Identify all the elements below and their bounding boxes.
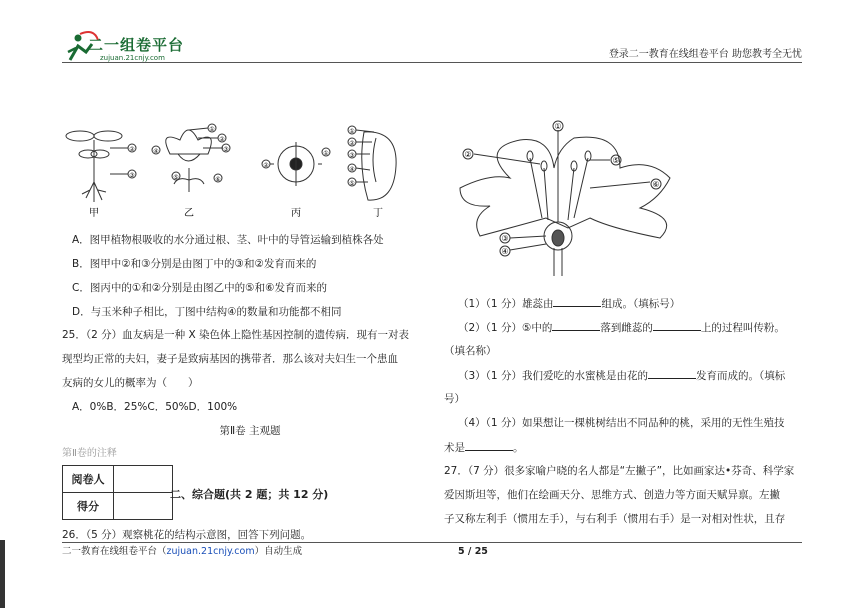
q26-sub-2-cont: （填名称） bbox=[444, 345, 497, 357]
flower-marker: ① bbox=[554, 122, 562, 131]
marker: ① bbox=[209, 126, 215, 133]
marker: ② bbox=[219, 136, 225, 143]
q26-sub-4: （4）（1 分）如果想让一棵桃树结出不同品种的桃，采用的无性生殖技 bbox=[458, 417, 785, 429]
q26-sub-3: （3）（1 分）我们爱吃的水蜜桃是由花的 发育而成的。（填标 bbox=[458, 370, 786, 382]
answer-blank[interactable] bbox=[465, 440, 513, 451]
marker: ⑤ bbox=[349, 180, 355, 187]
flower-marker: ② bbox=[464, 150, 472, 159]
score-cell[interactable] bbox=[114, 466, 173, 493]
figure-label: 丙 bbox=[291, 208, 301, 219]
q25-line-2: 现型均正常的夫妇，妻子是致病基因的携带者．那么该对夫妇生一个患血 bbox=[62, 353, 398, 365]
figure-ding bbox=[348, 126, 396, 200]
header-divider bbox=[62, 62, 802, 63]
score-label-score: 得分 bbox=[63, 493, 114, 520]
q26-sub-2: （2）（1 分）⑤中的 落到雌蕊的 上的过程叫传粉。 bbox=[458, 322, 785, 334]
footer-divider bbox=[62, 542, 802, 543]
plant-figures bbox=[58, 120, 398, 220]
q26-sub-3-cont: 号） bbox=[444, 393, 465, 405]
figure-label: 丁 bbox=[373, 208, 383, 219]
answer-blank[interactable] bbox=[552, 320, 600, 331]
peach-flower-figure bbox=[450, 118, 690, 278]
page-number: 5 / 25 bbox=[458, 546, 488, 557]
figure-label: 乙 bbox=[184, 208, 194, 219]
q25-options: A．0%B．25%C．50%D．100% bbox=[72, 401, 238, 413]
option-d: D．与玉米种子相比，丁图中结构④的数量和功能都不相同 bbox=[72, 306, 342, 318]
marker: ③ bbox=[349, 152, 355, 159]
logo-text: 二一组卷平台 bbox=[88, 36, 185, 54]
score-cell[interactable] bbox=[114, 493, 173, 520]
marker: ③ bbox=[223, 146, 229, 153]
marker: ② bbox=[263, 162, 269, 169]
q26-stem: 26．（5 分）观察桃花的结构示意图，回答下列问题。 bbox=[62, 529, 312, 541]
marker: ④ bbox=[349, 166, 355, 173]
marker: ⑥ bbox=[215, 176, 221, 183]
flower-marker: ⑤ bbox=[612, 156, 620, 165]
figure-jia bbox=[66, 131, 136, 202]
q27-line-1: 27．（7 分）很多家喻户晓的名人都是“左撇子”，比如画家达•芬奇、科学家 bbox=[444, 465, 795, 477]
figure-bing bbox=[262, 142, 330, 186]
section-heading: 二、综合题(共 2 题；共 12 分) bbox=[170, 488, 329, 501]
marker: ② bbox=[349, 140, 355, 147]
answer-blank[interactable] bbox=[553, 296, 601, 307]
logo-url: zujuan.21cnjy.com bbox=[100, 54, 165, 62]
score-table bbox=[62, 465, 173, 520]
footer-source: 二一教育在线组卷平台（zujuan.21cnjy.com）自动生成 bbox=[62, 546, 303, 557]
q26-sub-4-cont: 术是 。 bbox=[444, 442, 524, 454]
marker: ② bbox=[129, 146, 135, 153]
figure-label: 甲 bbox=[89, 208, 99, 219]
option-b: B．图甲中②和③分别是由图丁中的③和②发育而来的 bbox=[72, 258, 317, 270]
side-bar bbox=[0, 540, 5, 608]
marker: ① bbox=[323, 150, 329, 157]
marker: ③ bbox=[129, 172, 135, 179]
flower-marker: ③ bbox=[501, 234, 509, 243]
footer-link[interactable]: zujuan.21cnjy.com bbox=[166, 546, 255, 557]
section-title: 第Ⅱ卷 主观题 bbox=[219, 425, 281, 437]
q27-line-3: 子又称左利手（惯用左手），与右利手（惯用右手）是一对相对性状，且存 bbox=[444, 513, 786, 525]
flower-marker: ⑥ bbox=[652, 180, 660, 189]
header-slogan: 登录二一教育在线组卷平台 助您教考全无忧 bbox=[608, 49, 802, 60]
score-label-reviewer: 阅卷人 bbox=[63, 466, 114, 493]
answer-blank[interactable] bbox=[653, 320, 701, 331]
q26-sub-1: （1）（1 分）雄蕊由 组成。（填标号） bbox=[458, 298, 681, 310]
section-note: 第Ⅱ卷的注释 bbox=[62, 448, 117, 459]
marker: ⑤ bbox=[173, 174, 179, 181]
answer-blank[interactable] bbox=[648, 368, 696, 379]
option-a: A．图甲植物根吸收的水分通过根、茎、叶中的导管运输到植株各处 bbox=[72, 234, 384, 246]
marker: ① bbox=[349, 128, 355, 135]
q25-line-3: 友病的女儿的概率为（ ） bbox=[62, 377, 199, 389]
q25-line-1: 25．（2 分）血友病是一种 X 染色体上隐性基因控制的遗传病．现有一对表 bbox=[62, 329, 409, 341]
q27-line-2: 爱因斯坦等，他们在绘画天分、思维方式、创造力等方面天赋异禀。左撇 bbox=[444, 489, 780, 501]
flower-marker: ④ bbox=[501, 247, 509, 256]
marker: ④ bbox=[153, 148, 159, 155]
option-c: C．图丙中的①和②分别是由图乙中的⑤和⑥发育而来的 bbox=[72, 282, 327, 294]
